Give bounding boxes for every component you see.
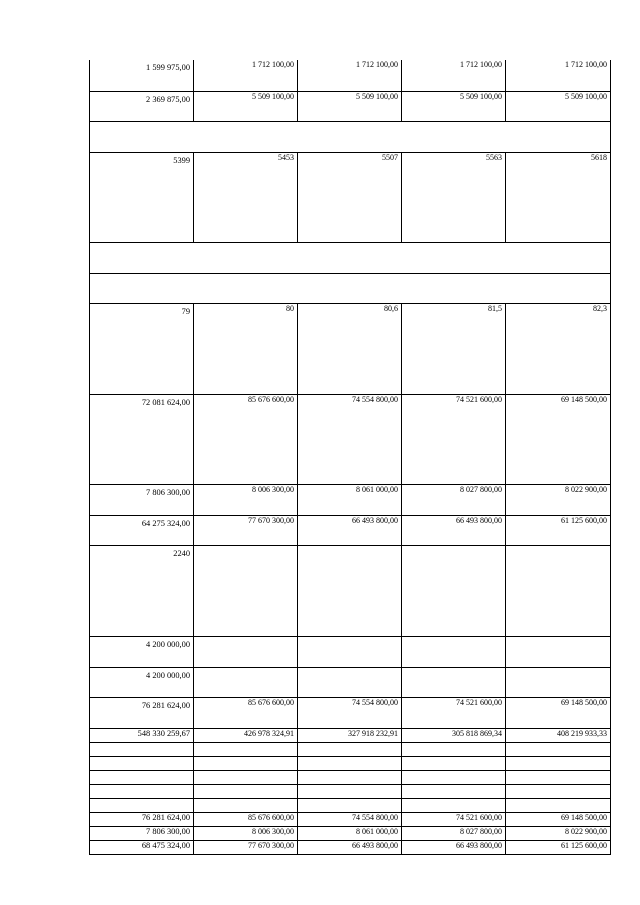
table-cell	[194, 770, 298, 784]
table-cell	[298, 667, 402, 697]
table-cell: 74 521 600,00	[402, 697, 506, 728]
table-cell	[402, 756, 506, 770]
table-cell: 327 918 232,91	[298, 728, 402, 742]
table-cell	[298, 770, 402, 784]
table-row	[90, 798, 611, 812]
table-cell	[402, 784, 506, 798]
table-cell	[506, 784, 611, 798]
table-row	[90, 273, 611, 303]
table-cell: 8 061 000,00	[298, 484, 402, 515]
table-cell: 81,5	[402, 303, 506, 394]
table-cell: 1 712 100,00	[194, 60, 298, 91]
table-cell: 4 200 000,00	[90, 667, 194, 697]
table-cell: 5507	[298, 152, 402, 242]
table-row	[90, 742, 611, 756]
table-cell	[298, 742, 402, 756]
table-row	[90, 756, 611, 770]
table-cell	[194, 545, 298, 636]
table-cell: 76 281 624,00	[90, 697, 194, 728]
table-row	[90, 812, 611, 826]
table-cell	[298, 784, 402, 798]
table-row	[90, 152, 611, 242]
table-cell: 61 125 600,00	[506, 840, 611, 854]
table-section-row	[90, 242, 611, 273]
table-cell: 2 369 875,00	[90, 91, 194, 121]
table-cell	[194, 784, 298, 798]
table-cell: 69 148 500,00	[506, 812, 611, 826]
table-cell: 74 554 800,00	[298, 812, 402, 826]
table-cell: 74 554 800,00	[298, 394, 402, 484]
table-cell: 5 509 100,00	[298, 91, 402, 121]
table-cell: 77 670 300,00	[194, 515, 298, 545]
table-cell	[90, 798, 194, 812]
table-cell	[90, 770, 194, 784]
table-cell: 8 027 800,00	[402, 484, 506, 515]
table-cell: 5563	[402, 152, 506, 242]
table-cell: 64 275 324,00	[90, 515, 194, 545]
table-cell: 426 978 324,91	[194, 728, 298, 742]
table-cell: 72 081 624,00	[90, 394, 194, 484]
table-row	[90, 60, 611, 91]
table-cell: 5399	[90, 152, 194, 242]
table-cell: 305 818 869,34	[402, 728, 506, 742]
table-cell: 82,3	[506, 303, 611, 394]
table-cell: 66 493 800,00	[402, 515, 506, 545]
table-cell: 7 806 300,00	[90, 484, 194, 515]
table-cell: 548 330 259,67	[90, 728, 194, 742]
table-cell	[506, 798, 611, 812]
table-cell: 1 712 100,00	[298, 60, 402, 91]
table-cell: 68 475 324,00	[90, 840, 194, 854]
table-row	[90, 121, 611, 152]
table-cell	[506, 770, 611, 784]
table-cell	[194, 667, 298, 697]
table-cell	[402, 636, 506, 667]
table-cell: 85 676 600,00	[194, 812, 298, 826]
table-cell	[194, 798, 298, 812]
table-cell: 5 509 100,00	[506, 91, 611, 121]
table-cell: 1 712 100,00	[402, 60, 506, 91]
table-cell	[506, 667, 611, 697]
table-cell: 80,6	[298, 303, 402, 394]
table-cell: 66 493 800,00	[298, 515, 402, 545]
table-cell	[506, 742, 611, 756]
table-cell: 5618	[506, 152, 611, 242]
table-cell	[402, 798, 506, 812]
table-row	[90, 484, 611, 515]
table-cell: 5 509 100,00	[402, 91, 506, 121]
table-cell	[298, 798, 402, 812]
table-cell: 74 521 600,00	[402, 394, 506, 484]
table-cell	[90, 784, 194, 798]
table-cell: 8 022 900,00	[506, 826, 611, 840]
table-cell	[90, 742, 194, 756]
table-row	[90, 667, 611, 697]
table-cell: 74 521 600,00	[402, 812, 506, 826]
table-cell: 8 006 300,00	[194, 484, 298, 515]
table-cell: 69 148 500,00	[506, 697, 611, 728]
table-row	[90, 242, 611, 273]
table-cell	[194, 636, 298, 667]
table-cell	[194, 756, 298, 770]
table-cell: 76 281 624,00	[90, 812, 194, 826]
table-cell: 5453	[194, 152, 298, 242]
table-row	[90, 91, 611, 121]
table-cell: 66 493 800,00	[298, 840, 402, 854]
table-cell: 8 006 300,00	[194, 826, 298, 840]
table-cell: 74 554 800,00	[298, 697, 402, 728]
table-cell: 85 676 600,00	[194, 697, 298, 728]
table-row	[90, 303, 611, 394]
table-cell: 77 670 300,00	[194, 840, 298, 854]
table-cell	[506, 756, 611, 770]
table-row	[90, 770, 611, 784]
table-cell: 66 493 800,00	[402, 840, 506, 854]
table-row	[90, 394, 611, 484]
table-cell: 61 125 600,00	[506, 515, 611, 545]
budget-table-body	[90, 60, 611, 854]
table-row	[90, 784, 611, 798]
table-section-row	[90, 273, 611, 303]
table-cell	[298, 636, 402, 667]
table-cell: 8 022 900,00	[506, 484, 611, 515]
table-cell: 8 061 000,00	[298, 826, 402, 840]
table-row	[90, 697, 611, 728]
table-cell	[402, 545, 506, 636]
table-cell: 80	[194, 303, 298, 394]
table-row	[90, 840, 611, 854]
table-cell: 69 148 500,00	[506, 394, 611, 484]
table-cell	[298, 756, 402, 770]
table-cell: 1 712 100,00	[506, 60, 611, 91]
table-cell: 2240	[90, 545, 194, 636]
table-cell	[402, 742, 506, 756]
table-cell	[402, 770, 506, 784]
table-row	[90, 826, 611, 840]
table-cell	[90, 756, 194, 770]
table-cell	[194, 742, 298, 756]
budget-table	[89, 60, 611, 855]
table-cell: 5 509 100,00	[194, 91, 298, 121]
table-cell	[506, 636, 611, 667]
table-row	[90, 515, 611, 545]
table-cell: 79	[90, 303, 194, 394]
table-cell: 4 200 000,00	[90, 636, 194, 667]
table-section-row	[90, 121, 611, 152]
table-row	[90, 636, 611, 667]
table-cell	[402, 667, 506, 697]
table-cell: 85 676 600,00	[194, 394, 298, 484]
table-cell: 408 219 933,33	[506, 728, 611, 742]
table-cell	[506, 545, 611, 636]
table-cell: 8 027 800,00	[402, 826, 506, 840]
table-row	[90, 728, 611, 742]
table-cell: 1 599 975,00	[90, 60, 194, 91]
table-cell	[298, 545, 402, 636]
table-row	[90, 545, 611, 636]
table-cell: 7 806 300,00	[90, 826, 194, 840]
